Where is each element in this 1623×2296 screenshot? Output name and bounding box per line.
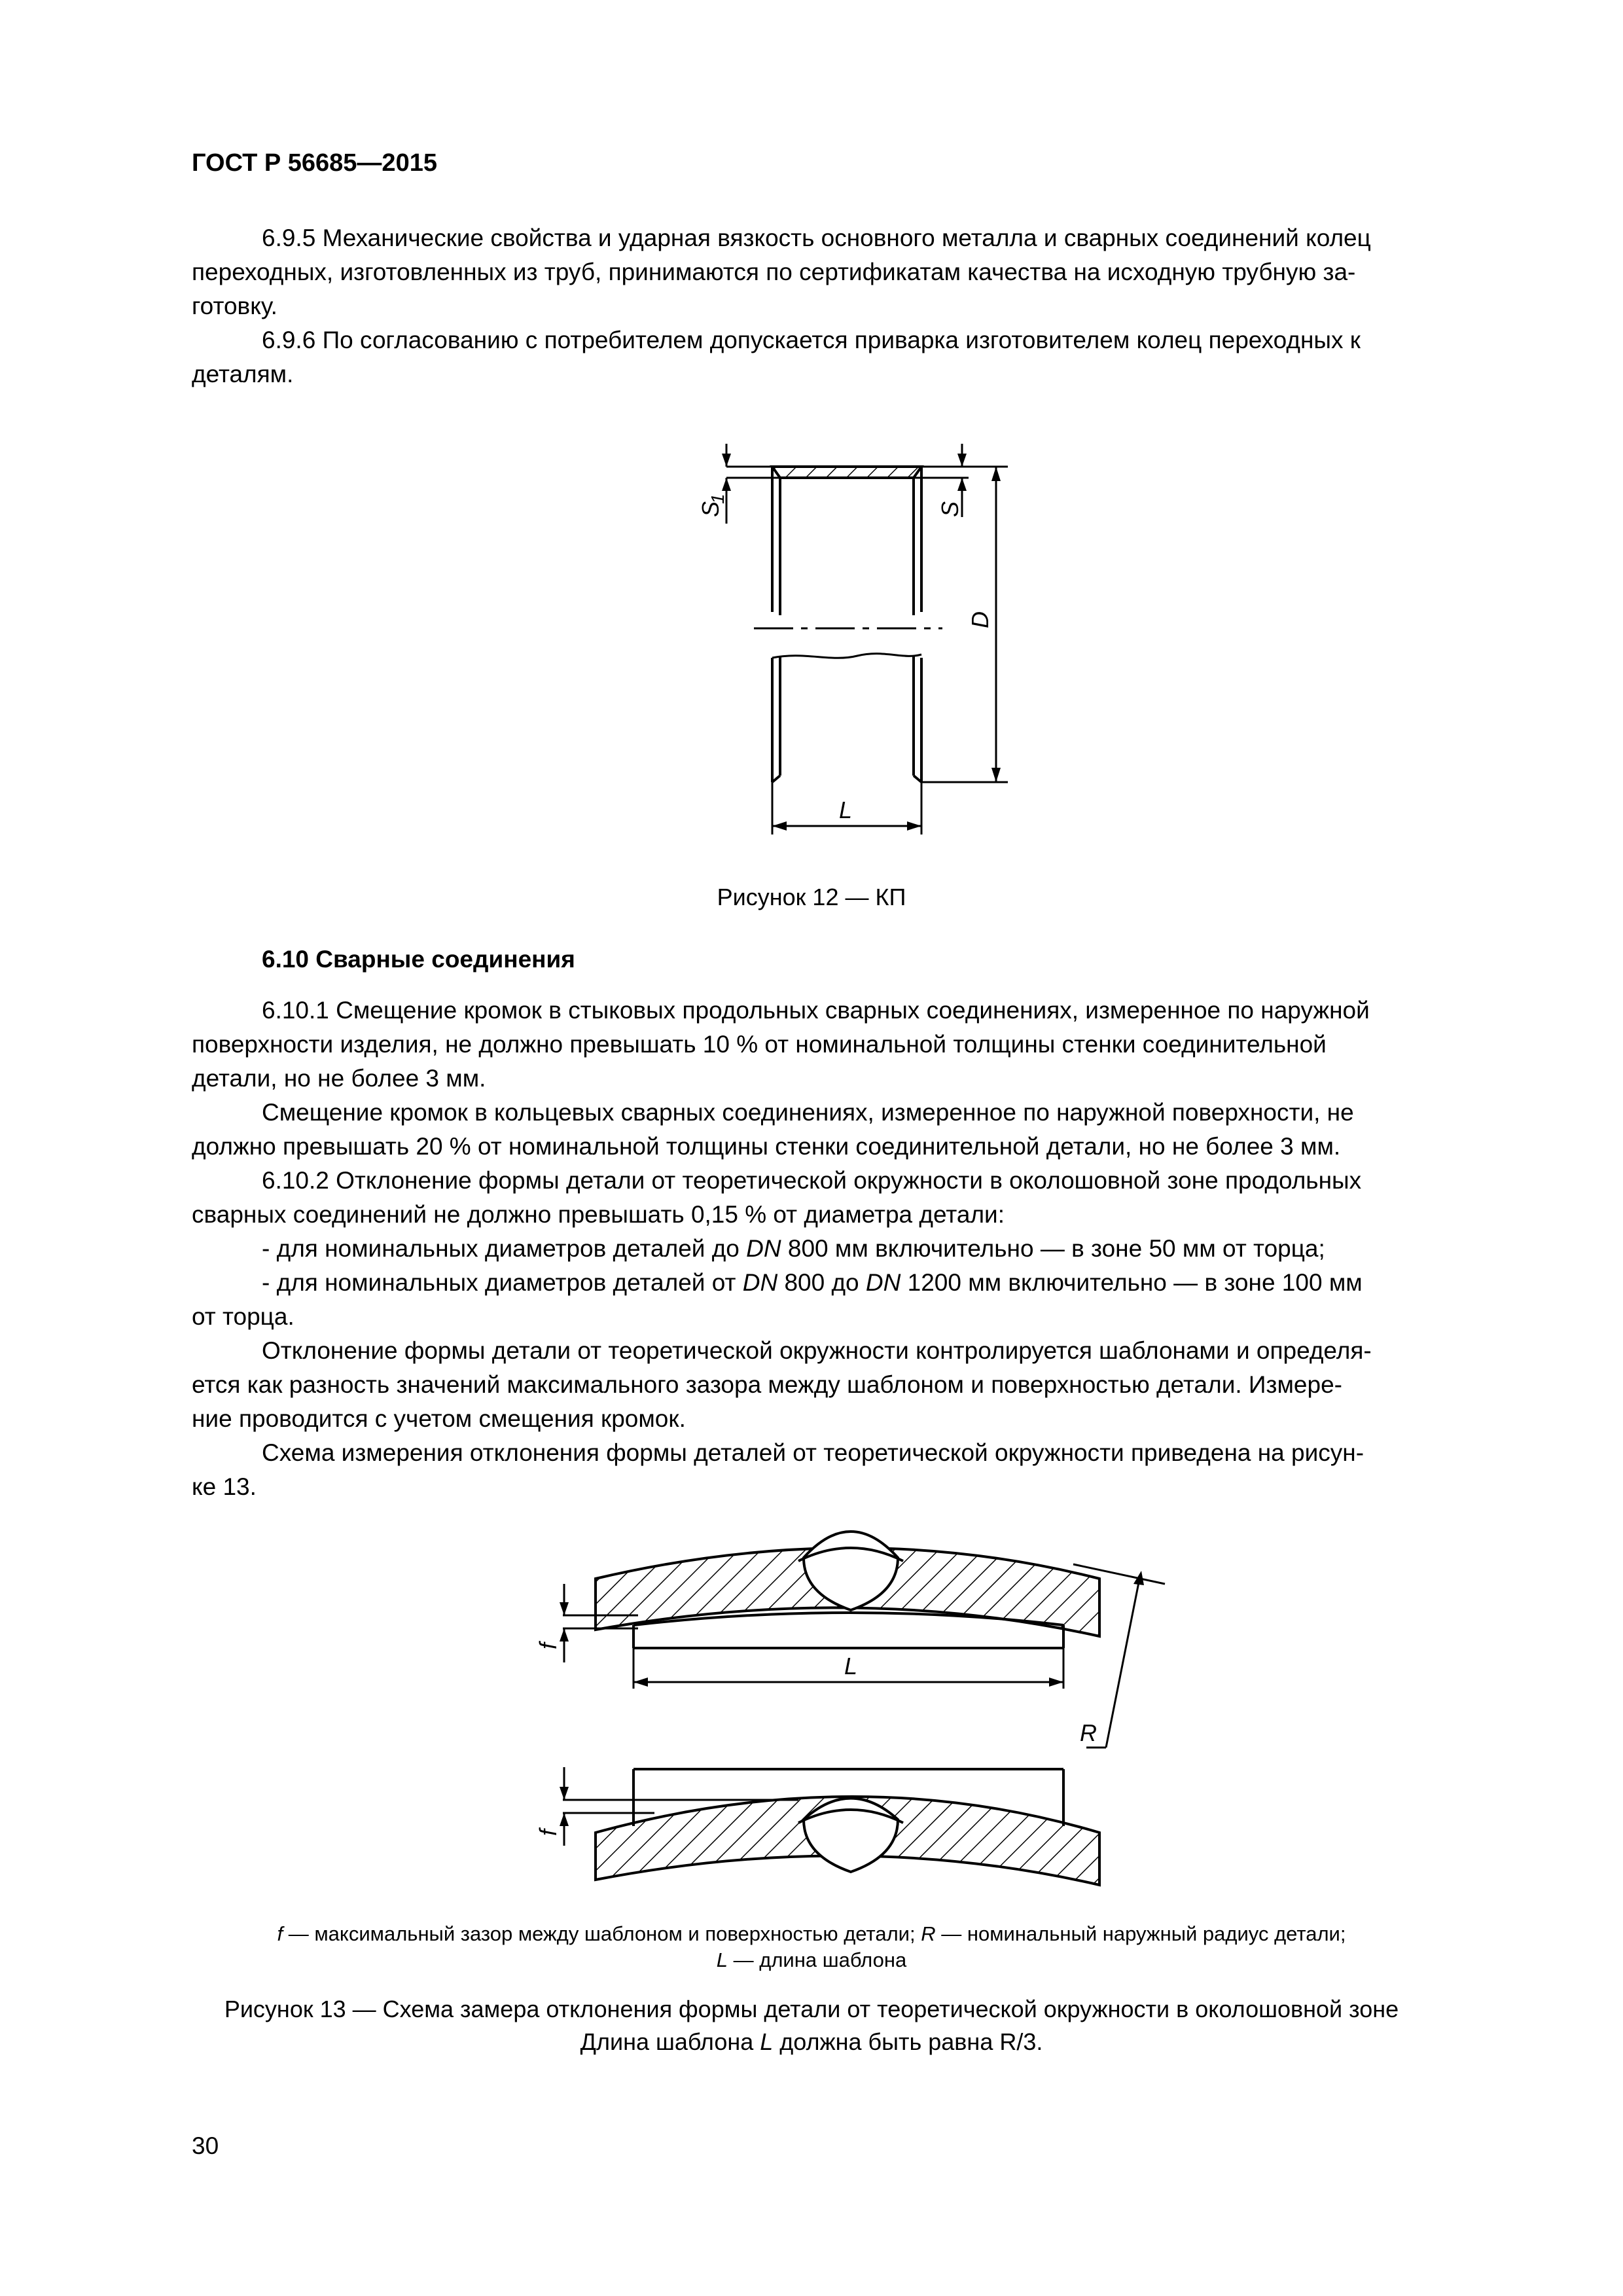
text-line: деталям. [192,361,294,387]
figure-12-drawing [0,0,1623,890]
figure-13-caption-text: Рисунок 13 — Схема замера отклонения формы детали от теоретической окружности в околошовной зоне [224,1996,1399,2022]
section-6-10-heading: 6.10 Сварные соединения [262,946,575,973]
text-line: ется как разность значений максимального зазора между шаблоном и поверхностью детали. Измере- [192,1371,1342,1398]
text-line: детали, но не более 3 мм. [192,1065,486,1092]
document-header: ГОСТ Р 56685—2015 [192,149,437,177]
text-line: 6.10.1 Смещение кромок в стыковых продольных сварных соединениях, измеренное по наружной [262,997,1370,1024]
text-line: 6.9.5 Механические свойства и ударная вязкость основного металла и сварных соединений колец [262,224,1371,251]
text-line: ние проводится с учетом смещения кромок. [192,1405,686,1432]
l-label: L [839,797,853,823]
text-line: Схема измерения отклонения формы деталей от теоретической окружности приведена на рисун- [262,1439,1364,1466]
text-line: Смещение кромок в кольцевых сварных соединениях, измеренное по наружной поверхности, не [262,1099,1354,1126]
figure-13-drawing [0,1505,1623,1911]
figure-12-caption: Рисунок 12 — КП [717,884,906,910]
paragraph-6-10-1 [192,994,1495,1504]
f-bottom-label: f [535,1829,562,1836]
s1-label: S [697,501,724,517]
bullet-item: - для номинальных диаметров деталей от DN 800 до DN 1200 мм включительно — в зоне 100 мм [262,1269,1363,1296]
s-label: S [936,501,963,517]
lower-plate [596,1797,1099,1885]
figure-13-legend [0,1921,1623,1973]
text-line: 6.10.2 Отклонение формы детали от теоретической окружности в околошовной зоне продольных [262,1167,1362,1194]
page-number: 30 [192,2132,219,2159]
text-line: готовку. [192,293,277,319]
text-line: 6.9.6 По согласованию с потребителем допускается приварка изготовителем колец переходных к [262,327,1361,353]
legend-line-1: f — максимальный зазор между шаблоном и поверхностью детали; R — номинальный наружный радиус детали; [277,1922,1346,1945]
ring-body [772,467,921,782]
f-top-label: f [535,1642,562,1649]
d-label: D [967,611,993,628]
l13-label: L [844,1653,858,1679]
text-line: ке 13. [192,1473,257,1500]
text-line: поверхности изделия, не должно превышать 10 % от номинальной толщины стенки соединительной [192,1031,1327,1058]
bullet-item: - для номинальных диаметров деталей до DN 800 мм включительно — в зоне 50 мм от торца; [262,1235,1325,1262]
legend-line-2: L — длина шаблона [716,1948,907,1971]
text-line: сварных соединений не должно превышать 0,15 % от диаметра детали: [192,1201,1005,1228]
figure-13-caption [0,1993,1623,2058]
text-line: Отклонение формы детали от теоретической окружности контролируется шаблонами и определя- [262,1337,1372,1364]
text-line: переходных, изготовленных из труб, принимаются по сертификатам качества на исходную трубную за- [192,259,1356,285]
text-line: от торца. [192,1303,294,1330]
length-note: Длина шаблона L должна быть равна R/3. [580,2028,1043,2055]
d-dimension [921,467,1008,782]
s1-subscript: 1 [707,493,728,504]
text-line: должно превышать 20 % от номинальной толщины стенки соединительной детали, но не более 3 мм. [192,1133,1341,1160]
r-label: R [1080,1719,1097,1746]
upper-template [633,1613,1063,1648]
